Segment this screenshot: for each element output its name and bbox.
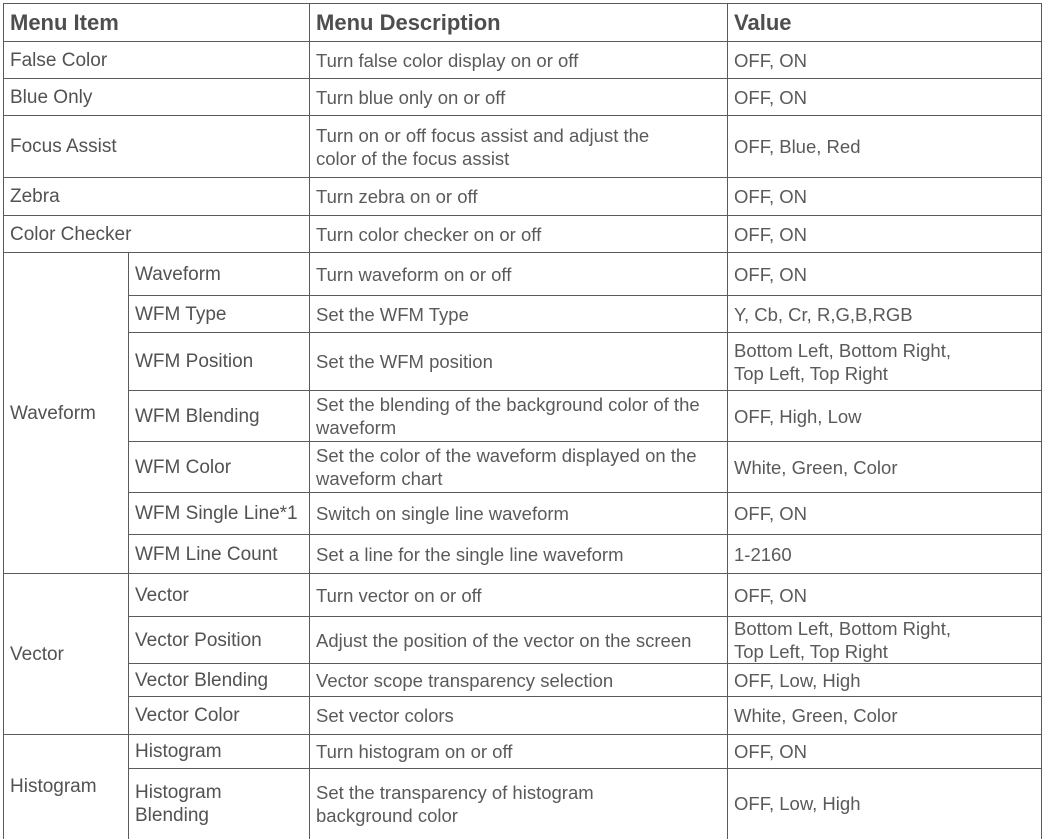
description-cell: Turn waveform on or off <box>310 253 728 296</box>
value-cell: OFF, ON <box>728 253 1042 296</box>
value-cell: OFF, High, Low <box>728 391 1042 442</box>
value-cell: OFF, ON <box>728 79 1042 116</box>
value-cell: 1-2160 <box>728 535 1042 574</box>
header-menu-description: Menu Description <box>310 4 728 42</box>
description-cell: Set the blending of the background color of the waveform <box>310 391 728 442</box>
menu-item-cell: Histogram Blending <box>129 769 310 839</box>
table-row <box>4 697 1042 735</box>
menu-item-cell: WFM Single Line*1 <box>129 493 310 535</box>
table-row <box>4 493 1042 535</box>
value-cell: OFF, Blue, Red <box>728 116 1042 178</box>
table-row <box>4 735 1042 769</box>
menu-item-cell: WFM Position <box>129 333 310 391</box>
description-cell: Set the WFM position <box>310 333 728 391</box>
description-cell: Set the color of the waveform displayed on the waveform chart <box>310 442 728 493</box>
value-cell: OFF, ON <box>728 574 1042 617</box>
table-row <box>4 617 1042 664</box>
table-row <box>4 664 1042 697</box>
header-value: Value <box>728 4 1042 42</box>
value-cell: OFF, ON <box>728 735 1042 769</box>
menu-item-cell: Zebra <box>4 178 310 216</box>
menu-item-cell: Focus Assist <box>4 116 310 178</box>
menu-item-cell: WFM Blending <box>129 391 310 442</box>
menu-item-cell: WFM Line Count <box>129 535 310 574</box>
menu-item-cell: Histogram <box>129 735 310 769</box>
group-cell-histogram: Histogram <box>4 735 129 839</box>
description-cell: Turn zebra on or off <box>310 178 728 216</box>
description-cell: Set the WFM Type <box>310 296 728 333</box>
value-cell: White, Green, Color <box>728 697 1042 735</box>
description-cell: Switch on single line waveform <box>310 493 728 535</box>
menu-item-cell: Waveform <box>129 253 310 296</box>
menu-item-cell: Color Checker <box>4 216 310 253</box>
menu-item-cell: WFM Color <box>129 442 310 493</box>
table-row <box>4 333 1042 391</box>
menu-item-cell: Blue Only <box>4 79 310 116</box>
description-cell: Adjust the position of the vector on the screen <box>310 617 728 664</box>
description-cell: Vector scope transparency selection <box>310 664 728 697</box>
menu-item-cell: False Color <box>4 42 310 79</box>
value-cell: Y, Cb, Cr, R,G,B,RGB <box>728 296 1042 333</box>
menu-settings-table <box>3 3 1042 839</box>
value-cell: OFF, ON <box>728 216 1042 253</box>
table-row <box>4 116 1042 178</box>
table-row <box>4 79 1042 116</box>
table-row <box>4 391 1042 442</box>
description-cell: Turn on or off focus assist and adjust the color of the focus assist <box>310 116 728 178</box>
description-cell: Turn false color display on or off <box>310 42 728 79</box>
table-row <box>4 574 1042 617</box>
value-cell: Bottom Left, Bottom Right, Top Left, Top Right <box>728 617 1042 664</box>
description-cell: Turn vector on or off <box>310 574 728 617</box>
menu-item-cell: WFM Type <box>129 296 310 333</box>
value-cell: Bottom Left, Bottom Right, Top Left, Top Right <box>728 333 1042 391</box>
description-cell: Set the transparency of histogram background color <box>310 769 728 839</box>
value-cell: OFF, Low, High <box>728 769 1042 839</box>
menu-item-cell: Vector Color <box>129 697 310 735</box>
menu-item-cell: Vector <box>129 574 310 617</box>
header-menu-item: Menu Item <box>4 4 310 42</box>
value-cell: OFF, Low, High <box>728 664 1042 697</box>
table-row <box>4 535 1042 574</box>
group-cell-vector: Vector <box>4 574 129 735</box>
table-row <box>4 296 1042 333</box>
value-cell: White, Green, Color <box>728 442 1042 493</box>
description-cell: Turn color checker on or off <box>310 216 728 253</box>
menu-item-cell: Vector Position <box>129 617 310 664</box>
table-header-row <box>4 4 1042 42</box>
value-cell: OFF, ON <box>728 493 1042 535</box>
menu-item-cell: Vector Blending <box>129 664 310 697</box>
value-cell: OFF, ON <box>728 42 1042 79</box>
description-cell: Set vector colors <box>310 697 728 735</box>
table-row <box>4 253 1042 296</box>
description-cell: Turn histogram on or off <box>310 735 728 769</box>
description-cell: Set a line for the single line waveform <box>310 535 728 574</box>
group-cell-waveform: Waveform <box>4 253 129 574</box>
description-cell: Turn blue only on or off <box>310 79 728 116</box>
table-row <box>4 442 1042 493</box>
table-row <box>4 769 1042 839</box>
table-row <box>4 42 1042 79</box>
table-row <box>4 216 1042 253</box>
value-cell: OFF, ON <box>728 178 1042 216</box>
table-row <box>4 178 1042 216</box>
